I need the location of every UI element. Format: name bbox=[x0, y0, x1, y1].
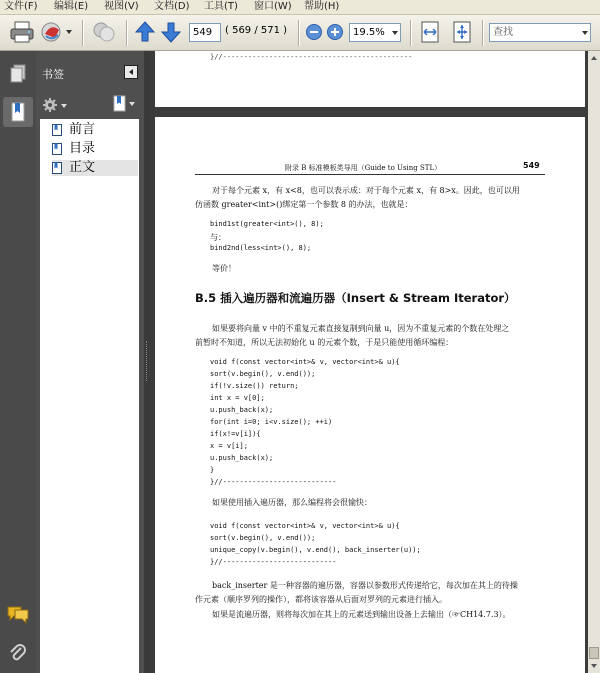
code-line: bind1st(greater<int>(), 8); bbox=[210, 220, 324, 228]
prev-page-code: }//--------------------------------------------- bbox=[210, 53, 413, 61]
code-line: sort(v.begin(), v.end()); bbox=[210, 370, 316, 378]
menu-bar bbox=[0, 0, 600, 15]
scroll-down-arrow-icon[interactable] bbox=[589, 661, 599, 671]
fit-width-icon[interactable] bbox=[418, 19, 442, 45]
collapse-panel-button[interactable] bbox=[124, 65, 138, 79]
bookmarks-icon bbox=[9, 101, 27, 123]
search-input[interactable] bbox=[489, 23, 591, 42]
bookmark-label: 前言 bbox=[69, 122, 96, 137]
panel-title: 书签 bbox=[42, 68, 64, 81]
bookmark-item-main-text[interactable] bbox=[52, 160, 138, 176]
paragraph: 如果要将向量 v 中的不重复元素直接复制到向量 u，因为不重复元素的个数在处理之 bbox=[212, 324, 510, 333]
create-pdf-icon[interactable] bbox=[40, 19, 74, 45]
zoom-out-icon[interactable] bbox=[304, 19, 324, 45]
menu-window[interactable]: 窗口(W) bbox=[254, 1, 292, 12]
options-gear-icon[interactable] bbox=[42, 97, 72, 113]
code-line: void f(const vector<int>& v, vector<int>& u){ bbox=[210, 358, 400, 366]
vertical-scrollbar[interactable] bbox=[588, 51, 600, 673]
pages-icon[interactable] bbox=[8, 63, 28, 85]
menu-help[interactable]: 帮助(H) bbox=[304, 1, 340, 12]
zoom-in-icon[interactable] bbox=[325, 19, 345, 45]
bookmark-icon bbox=[52, 162, 62, 174]
toolbar-separator bbox=[298, 20, 299, 46]
running-header: 附录 B 标准模板类导用（Guide to Using STL） bbox=[285, 164, 442, 172]
code-line: } bbox=[210, 466, 215, 474]
zoom-value: 19.5% bbox=[353, 27, 385, 38]
menu-view[interactable]: 视图(V) bbox=[104, 1, 139, 12]
paragraph: 等价！ bbox=[212, 264, 236, 273]
code-line: u.push_back(x); bbox=[210, 406, 274, 414]
bookmark-label: 目录 bbox=[69, 141, 96, 156]
paragraph: 如果使用插入遍历器，那么编程将会很愉快： bbox=[212, 498, 372, 507]
code-line: x = v[i]; bbox=[210, 442, 248, 450]
bookmarks-tab[interactable] bbox=[3, 97, 33, 127]
bookmark-tree bbox=[40, 119, 139, 673]
search-placeholder: 查找 bbox=[493, 27, 513, 38]
chevron-down-icon[interactable] bbox=[580, 24, 590, 41]
attachments-icon[interactable] bbox=[8, 643, 28, 665]
comment-tools-icon[interactable] bbox=[90, 19, 120, 45]
print-icon[interactable] bbox=[8, 19, 36, 45]
code-line: bind2nd(less<int>(), 8); bbox=[210, 244, 312, 252]
bookmarks-panel bbox=[36, 51, 144, 673]
menu-document[interactable]: 文档(D) bbox=[154, 1, 190, 12]
bookmark-icon bbox=[52, 143, 62, 155]
paragraph: 仿函数 greater<int>()绑定第一个参数 8 的办法，也就是： bbox=[195, 200, 413, 209]
panel-header bbox=[36, 61, 144, 85]
new-bookmark-icon[interactable] bbox=[112, 95, 138, 113]
navigation-bar bbox=[0, 51, 36, 673]
scrollbar-thumb[interactable] bbox=[589, 647, 599, 659]
code-line: }//--------------------------- bbox=[210, 478, 337, 486]
previous-page-icon[interactable] bbox=[134, 19, 156, 45]
code-line: for(int i=0; i<v.size(); ++i) bbox=[210, 418, 333, 426]
zoom-select[interactable] bbox=[349, 23, 401, 42]
splitter-grip bbox=[146, 341, 149, 381]
paragraph: back_inserter 是一种容器的遍历器，容器以参数形式传递给它，每次加在其上的待操 bbox=[212, 581, 518, 590]
next-page-icon[interactable] bbox=[160, 19, 182, 45]
current-page bbox=[155, 117, 585, 673]
page-number-input[interactable]: 549 bbox=[189, 23, 221, 42]
previous-page bbox=[155, 51, 585, 107]
toolbar-separator bbox=[126, 20, 127, 46]
toolbar-separator bbox=[82, 20, 83, 46]
menu-edit[interactable]: 编辑(E) bbox=[54, 1, 89, 12]
paragraph: 如果是流遍历器，则将每次加在其上的元素送到输出设备上去输出（☞CH14.7.3）。 bbox=[212, 610, 511, 619]
code-line: u.push_back(x); bbox=[210, 454, 274, 462]
menu-file[interactable]: 文件(F) bbox=[4, 1, 38, 12]
document-viewport[interactable] bbox=[150, 51, 588, 673]
bookmark-icon bbox=[52, 124, 62, 136]
chevron-down-icon[interactable] bbox=[390, 24, 400, 41]
code-line: unique_copy(v.begin(), v.end(), back_inserter(u)); bbox=[210, 546, 421, 554]
toolbar-separator bbox=[410, 20, 411, 46]
paragraph: 前暂时不知道，所以无法初始化 u 的元素个数，于是只能使用循环编程： bbox=[195, 338, 454, 347]
menu-tools[interactable]: 工具(T) bbox=[204, 1, 238, 12]
section-heading: B.5 插入遍历器和流遍历器（Insert & Stream Iterator） bbox=[195, 291, 516, 305]
page-position-label: ( 569 / 571 ) bbox=[225, 25, 288, 36]
code-line: }//--------------------------- bbox=[210, 558, 337, 566]
paragraph: 作元素（顺序罗列的操作），都将该容器从后面对罗列的元素进行插入。 bbox=[195, 595, 447, 604]
code-line: int x = v[0]; bbox=[210, 394, 265, 402]
paragraph: 对于每个元素 x，有 x<8，也可以表示成：对于每个元素 x，有 8>x。因此，也可以用 bbox=[212, 186, 520, 195]
bookmark-label: 正文 bbox=[69, 160, 96, 175]
code-line: void f(const vector<int>& v, vector<int>& u){ bbox=[210, 522, 400, 530]
code-line: 与： bbox=[210, 233, 226, 242]
header-rule bbox=[195, 174, 545, 175]
code-line: if(x!=v[i]){ bbox=[210, 430, 261, 438]
code-line: if(!v.size()) return; bbox=[210, 382, 299, 390]
code-line: sort(v.begin(), v.end()); bbox=[210, 534, 316, 542]
toolbar-separator bbox=[482, 20, 483, 46]
comments-icon[interactable] bbox=[6, 604, 30, 624]
fit-page-icon[interactable] bbox=[450, 19, 474, 45]
chevron-left-icon bbox=[125, 66, 137, 78]
scroll-up-arrow-icon[interactable] bbox=[589, 53, 599, 63]
page-number: 549 bbox=[523, 161, 540, 170]
